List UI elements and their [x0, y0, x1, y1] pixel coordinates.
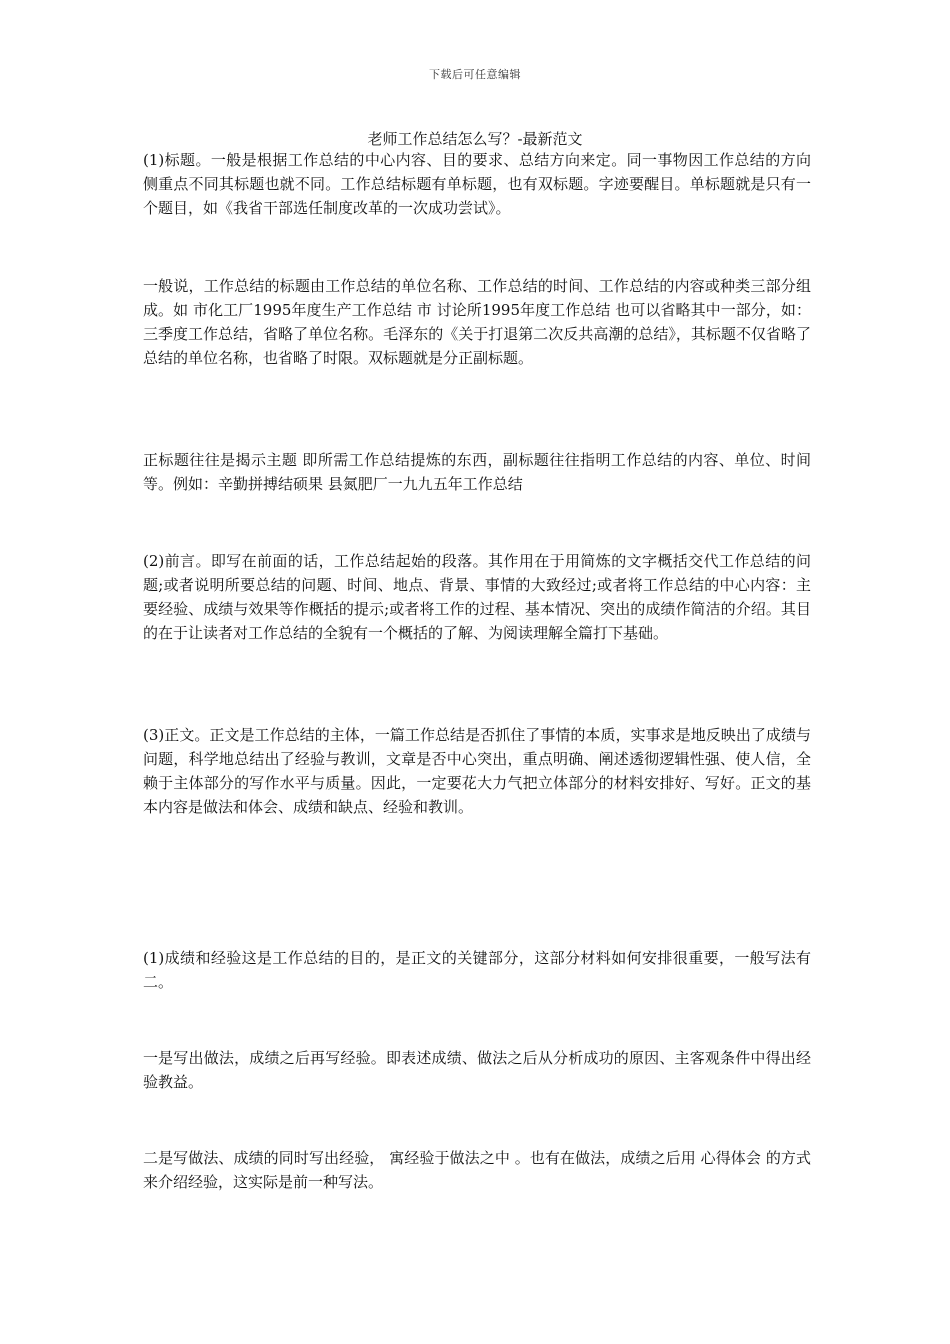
paragraph-title-section: (1)标题。一般是根据工作总结的中心内容、目的要求、总结方向来定。同一事物因工作总结的方向 侧重点不同其标题也就不同。工作总结标题有单标题，也有双标题。字迹要醒目。单标题就是只有一个题目，如《我省干部选任制度改革的一次成功尝试》。	[143, 151, 811, 217]
paragraph-main-subtitle: 正标题往往是揭示主题 即所需工作总结提炼的东西，副标题往往指明工作总结的内容、单位、时间等。例如：辛勤拼搏结硕果 县氮肥厂一九九五年工作总结	[143, 451, 811, 493]
paragraph-method-one: 一是写出做法，成绩之后再写经验。即表述成绩、做法之后从分析成功的原因、主客观条件中得出经验教益。	[143, 1049, 811, 1091]
paragraph-achievements: (1)成绩和经验这是工作总结的目的，是正文的关键部分，这部分材料如何安排很重要，一般写法有二。	[143, 949, 811, 991]
paragraph-preface: (2)前言。即写在前面的话，工作总结起始的段落。其作用在于用简炼的文字概括交代工作总结的问题;或者说明所要总结的问题、时间、地点、背景、事情的大致经过;或者将工作总结的中心内容：主要经验、成绩与效果等作概括的提示;或者将工作的过程、基本情况、突出的成绩作简洁的介绍。其目的在于让读者对工作总结的全貌有一个概括的了解、为阅读理解全篇打下基础。	[143, 552, 811, 642]
paragraph-title-composition: 一般说，工作总结的标题由工作总结的单位名称、工作总结的时间、工作总结的内容或种类三部分组成。如 市化工厂1995年度生产工作总结 市 讨论所1995年度工作总结 也可以省略其中一部分，如： 三季度工作总结，省略了单位名称。毛泽东的《关于打退第二次反共高潮的总结》，其标题不仅省略了总结的单位名称，也省略了时限。双标题就是分正副标题。	[143, 277, 811, 367]
page-header-note: 下载后可任意编辑	[429, 68, 521, 81]
paragraph-method-two: 二是写做法、成绩的同时写出经验， 寓经验于做法之中 。也有在做法，成绩之后用 心得体会 的方式来介绍经验，这实际是前一种写法。	[143, 1149, 811, 1191]
paragraph-body: (3)正文。正文是工作总结的主体，一篇工作总结是否抓住了事情的本质，实事求是地反映出了成绩与问题，科学地总结出了经验与教训，文章是否中心突出，重点明确、阐述透彻逻辑性强、使人信，全赖于主体部分的写作水平与质量。因此，一定要花大力气把立体部分的材料安排好、写好。正文的基本内容是做法和体会、成绩和缺点、经验和教训。	[143, 726, 811, 816]
document-title: 老师工作总结怎么写？-最新范文	[367, 130, 583, 148]
